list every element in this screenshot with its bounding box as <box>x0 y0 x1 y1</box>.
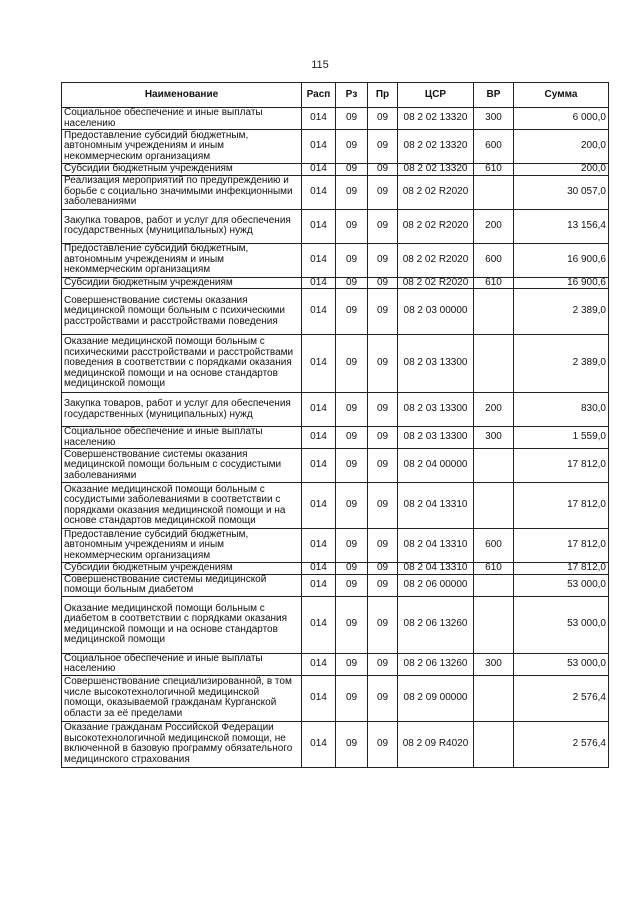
cell-pr: 09 <box>368 427 398 449</box>
cell-rz: 09 <box>336 427 368 449</box>
cell-sum: 53 000,0 <box>514 653 609 675</box>
cell-pr: 09 <box>368 529 398 563</box>
cell-sum: 200,0 <box>514 130 609 164</box>
cell-sum: 30 057,0 <box>514 175 609 209</box>
cell-sum: 2 576,4 <box>514 675 609 721</box>
cell-rz: 09 <box>336 164 368 176</box>
table-row <box>62 529 609 563</box>
cell-rasp: 014 <box>302 529 336 563</box>
cell-name: Реализация мероприятий по предупреждению и борьбе с социально значимыми инфекционными заболеваниями <box>62 175 302 209</box>
cell-pr: 09 <box>368 164 398 176</box>
cell-sum: 13 156,4 <box>514 209 609 243</box>
cell-vr <box>474 175 514 209</box>
cell-csr: 08 2 02 R2020 <box>398 209 474 243</box>
cell-name: Закупка товаров, работ и услуг для обеспечения государственных (муниципальных) нужд <box>62 393 302 427</box>
header-name: Наименование <box>62 83 302 108</box>
cell-name: Оказание гражданам Российской Федерации высокотехнологичной медицинской помощи, не включенной в базовую программу обязательного медицинского страхования <box>62 721 302 767</box>
cell-name: Предоставление субсидий бюджетным, автономным учреждениям и иным некоммерческим организациям <box>62 529 302 563</box>
cell-vr: 600 <box>474 243 514 277</box>
header-rz: Рз <box>336 83 368 108</box>
cell-rz: 09 <box>336 675 368 721</box>
cell-pr: 09 <box>368 393 398 427</box>
table-row <box>62 675 609 721</box>
cell-rasp: 014 <box>302 393 336 427</box>
cell-rasp: 014 <box>302 596 336 653</box>
cell-csr: 08 2 02 13320 <box>398 164 474 176</box>
cell-rasp: 014 <box>302 108 336 130</box>
cell-rz: 09 <box>336 108 368 130</box>
cell-sum: 16 900,6 <box>514 243 609 277</box>
cell-sum: 830,0 <box>514 393 609 427</box>
cell-name: Совершенствование системы оказания медицинской помощи больным с сосудистыми заболеваниями <box>62 449 302 483</box>
cell-rasp: 014 <box>302 277 336 289</box>
cell-name: Оказание медицинской помощи больным с сосудистыми заболеваниями в соответствии с порядками оказания медицинской помощи и на основе стандартов медицинской помощи <box>62 483 302 529</box>
cell-rz: 09 <box>336 243 368 277</box>
cell-vr <box>474 449 514 483</box>
cell-rz: 09 <box>336 529 368 563</box>
cell-rasp: 014 <box>302 653 336 675</box>
cell-name: Социальное обеспечение и иные выплаты населению <box>62 108 302 130</box>
cell-pr: 09 <box>368 289 398 335</box>
cell-sum: 1 559,0 <box>514 427 609 449</box>
header-pr: Пр <box>368 83 398 108</box>
cell-rasp: 014 <box>302 164 336 176</box>
table-row <box>62 175 609 209</box>
budget-table <box>61 82 609 768</box>
cell-pr: 09 <box>368 675 398 721</box>
table-row <box>62 653 609 675</box>
table-row <box>62 108 609 130</box>
cell-rz: 09 <box>336 449 368 483</box>
cell-rasp: 014 <box>302 721 336 767</box>
cell-vr: 200 <box>474 209 514 243</box>
cell-rasp: 014 <box>302 335 336 393</box>
table-row <box>62 130 609 164</box>
cell-rz: 09 <box>336 175 368 209</box>
cell-rasp: 014 <box>302 563 336 575</box>
cell-vr: 600 <box>474 130 514 164</box>
cell-rasp: 014 <box>302 175 336 209</box>
cell-sum: 17 812,0 <box>514 483 609 529</box>
cell-sum: 200,0 <box>514 164 609 176</box>
header-rasp: Расп <box>302 83 336 108</box>
cell-csr: 08 2 02 R2020 <box>398 277 474 289</box>
cell-pr: 09 <box>368 243 398 277</box>
cell-pr: 09 <box>368 563 398 575</box>
cell-pr: 09 <box>368 449 398 483</box>
cell-name: Оказание медицинской помощи больным с диабетом в соответствии с порядками оказания медицинской помощи и на основе стандартов медицинской помощи <box>62 596 302 653</box>
cell-csr: 08 2 06 13260 <box>398 653 474 675</box>
cell-name: Субсидии бюджетным учреждениям <box>62 277 302 289</box>
cell-csr: 08 2 04 13310 <box>398 529 474 563</box>
page-number: 115 <box>311 59 329 71</box>
cell-vr: 300 <box>474 108 514 130</box>
cell-csr: 08 2 06 00000 <box>398 574 474 596</box>
cell-name: Совершенствование специализированной, в том числе высокотехнологичной медицинской помощи, оказываемой гражданам Курганской области за её пределами <box>62 675 302 721</box>
cell-sum: 17 812,0 <box>514 563 609 575</box>
cell-csr: 08 2 02 R2020 <box>398 175 474 209</box>
cell-sum: 16 900,6 <box>514 277 609 289</box>
table-row <box>62 574 609 596</box>
cell-name: Совершенствование системы оказания медицинской помощи больным с психическими расстройствами и расстройствами поведения <box>62 289 302 335</box>
table-row <box>62 563 609 575</box>
cell-name: Закупка товаров, работ и услуг для обеспечения государственных (муниципальных) нужд <box>62 209 302 243</box>
cell-vr: 200 <box>474 393 514 427</box>
table-header-row <box>62 83 609 108</box>
cell-rz: 09 <box>336 289 368 335</box>
table-row <box>62 209 609 243</box>
header-sum: Сумма <box>514 83 609 108</box>
cell-rasp: 014 <box>302 449 336 483</box>
cell-rz: 09 <box>336 721 368 767</box>
cell-csr: 08 2 02 13320 <box>398 130 474 164</box>
cell-pr: 09 <box>368 108 398 130</box>
cell-name: Оказание медицинской помощи больным с психическими расстройствами и расстройствами поведения в соответствии с порядками оказания медицинской помощи и на основе стандартов медицинской помощи <box>62 335 302 393</box>
cell-rz: 09 <box>336 277 368 289</box>
cell-rasp: 014 <box>302 483 336 529</box>
table-row <box>62 483 609 529</box>
table-row <box>62 393 609 427</box>
header-vr: ВР <box>474 83 514 108</box>
cell-rasp: 014 <box>302 130 336 164</box>
cell-vr <box>474 596 514 653</box>
cell-vr: 300 <box>474 653 514 675</box>
cell-vr <box>474 289 514 335</box>
cell-vr: 600 <box>474 529 514 563</box>
cell-csr: 08 2 03 13300 <box>398 393 474 427</box>
cell-csr: 08 2 06 13260 <box>398 596 474 653</box>
cell-sum: 6 000,0 <box>514 108 609 130</box>
cell-csr: 08 2 03 13300 <box>398 335 474 393</box>
cell-rasp: 014 <box>302 574 336 596</box>
cell-vr <box>474 483 514 529</box>
cell-csr: 08 2 02 R2020 <box>398 243 474 277</box>
cell-csr: 08 2 04 00000 <box>398 449 474 483</box>
table-row <box>62 335 609 393</box>
cell-vr <box>474 675 514 721</box>
cell-pr: 09 <box>368 653 398 675</box>
cell-rz: 09 <box>336 563 368 575</box>
cell-csr: 08 2 04 13310 <box>398 563 474 575</box>
table-row <box>62 164 609 176</box>
cell-rasp: 014 <box>302 427 336 449</box>
table-row <box>62 289 609 335</box>
table-row <box>62 427 609 449</box>
table-body <box>62 108 609 768</box>
table-row <box>62 277 609 289</box>
cell-rz: 09 <box>336 130 368 164</box>
cell-rasp: 014 <box>302 209 336 243</box>
cell-vr <box>474 574 514 596</box>
table-row <box>62 721 609 767</box>
cell-rz: 09 <box>336 393 368 427</box>
header-csr: ЦСР <box>398 83 474 108</box>
cell-sum: 2 389,0 <box>514 289 609 335</box>
cell-sum: 2 576,4 <box>514 721 609 767</box>
cell-pr: 09 <box>368 130 398 164</box>
cell-rz: 09 <box>336 653 368 675</box>
cell-vr: 610 <box>474 164 514 176</box>
cell-rasp: 014 <box>302 289 336 335</box>
cell-csr: 08 2 04 13310 <box>398 483 474 529</box>
cell-name: Субсидии бюджетным учреждениям <box>62 563 302 575</box>
cell-rasp: 014 <box>302 675 336 721</box>
cell-csr: 08 2 09 00000 <box>398 675 474 721</box>
cell-csr: 08 2 03 13300 <box>398 427 474 449</box>
cell-name: Социальное обеспечение и иные выплаты населению <box>62 427 302 449</box>
cell-pr: 09 <box>368 574 398 596</box>
cell-vr: 610 <box>474 277 514 289</box>
cell-vr <box>474 721 514 767</box>
cell-vr: 300 <box>474 427 514 449</box>
cell-rasp: 014 <box>302 243 336 277</box>
cell-rz: 09 <box>336 335 368 393</box>
cell-rz: 09 <box>336 483 368 529</box>
cell-pr: 09 <box>368 335 398 393</box>
cell-pr: 09 <box>368 596 398 653</box>
cell-rz: 09 <box>336 596 368 653</box>
cell-pr: 09 <box>368 175 398 209</box>
table-row <box>62 449 609 483</box>
cell-sum: 2 389,0 <box>514 335 609 393</box>
cell-sum: 17 812,0 <box>514 529 609 563</box>
cell-sum: 53 000,0 <box>514 574 609 596</box>
cell-vr <box>474 335 514 393</box>
cell-csr: 08 2 09 R4020 <box>398 721 474 767</box>
cell-vr: 610 <box>474 563 514 575</box>
cell-name: Субсидии бюджетным учреждениям <box>62 164 302 176</box>
cell-pr: 09 <box>368 209 398 243</box>
cell-name: Предоставление субсидий бюджетным, автономным учреждениям и иным некоммерческим организациям <box>62 130 302 164</box>
cell-rz: 09 <box>336 209 368 243</box>
cell-sum: 53 000,0 <box>514 596 609 653</box>
cell-pr: 09 <box>368 277 398 289</box>
cell-csr: 08 2 02 13320 <box>398 108 474 130</box>
cell-pr: 09 <box>368 721 398 767</box>
cell-name: Предоставление субсидий бюджетным, автономным учреждениям и иным некоммерческим организациям <box>62 243 302 277</box>
cell-rz: 09 <box>336 574 368 596</box>
cell-csr: 08 2 03 00000 <box>398 289 474 335</box>
table-row <box>62 596 609 653</box>
table-row <box>62 243 609 277</box>
cell-pr: 09 <box>368 483 398 529</box>
cell-name: Социальное обеспечение и иные выплаты населению <box>62 653 302 675</box>
cell-sum: 17 812,0 <box>514 449 609 483</box>
cell-name: Совершенствование системы медицинской помощи больным диабетом <box>62 574 302 596</box>
